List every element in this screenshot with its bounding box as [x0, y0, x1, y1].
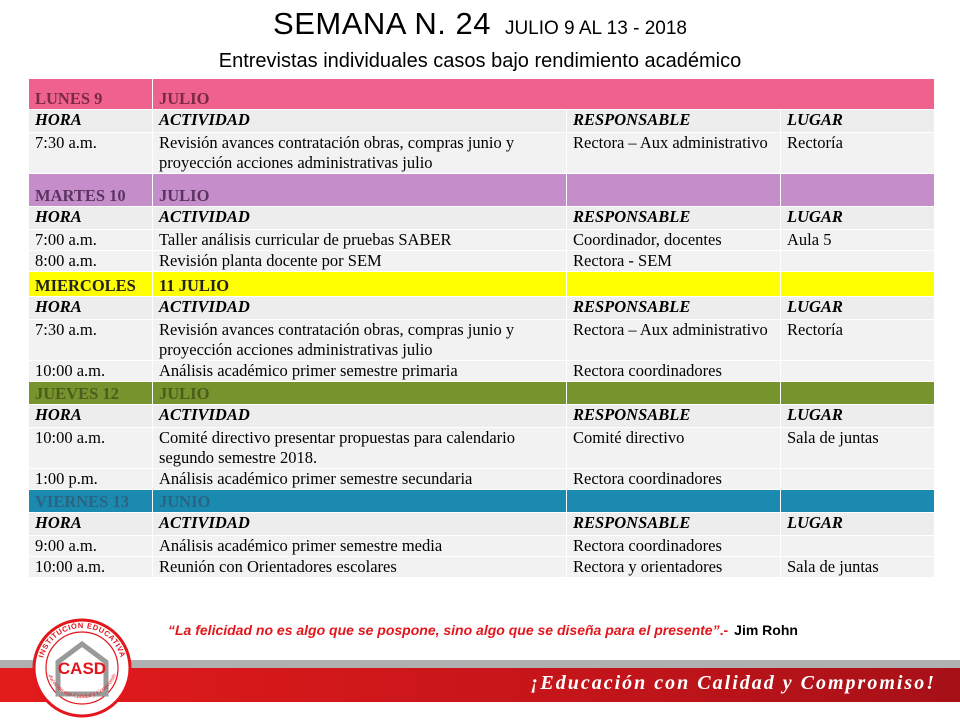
day-header-row	[29, 174, 935, 207]
cell-hora: 7:00 a.m.	[29, 230, 153, 251]
column-header-hora: HORA	[29, 207, 153, 230]
day-name: JUEVES 12	[29, 382, 153, 405]
day-header-empty-cell	[781, 272, 935, 297]
table-row	[29, 428, 935, 469]
day-header-empty-cell	[781, 382, 935, 405]
quote	[168, 622, 928, 638]
column-header-row	[29, 207, 935, 230]
day-name: VIERNES 13	[29, 490, 153, 513]
quote-text: “La felicidad no es algo que se pospone, sino algo que se diseña para el presente”	[168, 622, 720, 638]
day-month: JULIO	[153, 79, 935, 110]
logo-motto: ducación con Calidad y Compromis	[46, 673, 118, 701]
week-dates: JULIO 9 AL 13 - 2018	[504, 18, 687, 39]
cell-responsable: Rectora – Aux administrativo	[567, 320, 781, 361]
footer-gray-band	[0, 660, 960, 668]
cell-actividad: Análisis académico primer semestre secundaria	[153, 469, 567, 490]
column-header-row	[29, 513, 935, 536]
column-header-actividad: ACTIVIDAD	[153, 110, 567, 133]
column-header-responsable: RESPONSABLE	[567, 110, 781, 133]
cell-hora: 10:00 a.m.	[29, 557, 153, 578]
table-row	[29, 230, 935, 251]
column-header-actividad: ACTIVIDAD	[153, 513, 567, 536]
day-header-empty-cell	[781, 174, 935, 207]
cell-responsable: Rectora coordinadores	[567, 469, 781, 490]
cell-hora: 8:00 a.m.	[29, 251, 153, 272]
school-logo-icon	[28, 610, 136, 718]
cell-responsable: Rectora - SEM	[567, 251, 781, 272]
schedule-table	[28, 78, 935, 578]
cell-lugar: Sala de juntas	[781, 428, 935, 469]
day-month: 11 JULIO	[153, 272, 567, 297]
cell-lugar: Aula 5	[781, 230, 935, 251]
day-month: JULIO	[153, 382, 567, 405]
table-row	[29, 251, 935, 272]
day-header-empty-cell	[567, 272, 781, 297]
day-month: JUNIO	[153, 490, 567, 513]
cell-hora: 9:00 a.m.	[29, 536, 153, 557]
column-header-actividad: ACTIVIDAD	[153, 297, 567, 320]
cell-actividad: Revisión avances contratación obras, compras junio y proyección acciones administrativas julio	[153, 133, 567, 174]
column-header-responsable: RESPONSABLE	[567, 207, 781, 230]
column-header-responsable: RESPONSABLE	[567, 297, 781, 320]
column-header-row	[29, 110, 935, 133]
cell-hora: 1:00 p.m.	[29, 469, 153, 490]
table-row	[29, 320, 935, 361]
logo-letters: CASD	[57, 659, 107, 678]
table-row	[29, 469, 935, 490]
column-header-hora: HORA	[29, 405, 153, 428]
cell-lugar: Rectoría	[781, 320, 935, 361]
cell-responsable: Rectora – Aux administrativo	[567, 133, 781, 174]
column-header-lugar: LUGAR	[781, 110, 935, 133]
quote-author: Jim Rohn	[734, 622, 798, 638]
column-header-actividad: ACTIVIDAD	[153, 207, 567, 230]
column-header-lugar: LUGAR	[781, 297, 935, 320]
day-month: JULIO	[153, 174, 567, 207]
cell-actividad: Comité directivo presentar propuestas para calendario segundo semestre 2018.	[153, 428, 567, 469]
cell-actividad: Taller análisis curricular de pruebas SABER	[153, 230, 567, 251]
cell-responsable: Rectora coordinadores	[567, 361, 781, 382]
day-name: LUNES 9	[29, 79, 153, 110]
column-header-hora: HORA	[29, 513, 153, 536]
day-header-empty-cell	[781, 490, 935, 513]
day-header-row	[29, 382, 935, 405]
column-header-row	[29, 405, 935, 428]
week-title: SEMANA N. 24	[273, 6, 491, 41]
cell-hora: 7:30 a.m.	[29, 320, 153, 361]
day-header-row	[29, 272, 935, 297]
column-header-hora: HORA	[29, 297, 153, 320]
cell-lugar	[781, 361, 935, 382]
column-header-lugar: LUGAR	[781, 513, 935, 536]
column-header-actividad: ACTIVIDAD	[153, 405, 567, 428]
cell-responsable: Rectora coordinadores	[567, 536, 781, 557]
column-header-responsable: RESPONSABLE	[567, 405, 781, 428]
cell-actividad: Análisis académico primer semestre media	[153, 536, 567, 557]
cell-actividad: Análisis académico primer semestre primaria	[153, 361, 567, 382]
cell-actividad: Reunión con Orientadores escolares	[153, 557, 567, 578]
table-row	[29, 133, 935, 174]
table-row	[29, 361, 935, 382]
day-name: MIERCOLES	[29, 272, 153, 297]
column-header-lugar: LUGAR	[781, 207, 935, 230]
column-header-row	[29, 297, 935, 320]
day-header-row	[29, 490, 935, 513]
cell-lugar	[781, 536, 935, 557]
table-row	[29, 557, 935, 578]
cell-responsable: Comité directivo	[567, 428, 781, 469]
day-header-empty-cell	[567, 490, 781, 513]
cell-actividad: Revisión planta docente por SEM	[153, 251, 567, 272]
column-header-hora: HORA	[29, 110, 153, 133]
cell-lugar: Rectoría	[781, 133, 935, 174]
column-header-responsable: RESPONSABLE	[567, 513, 781, 536]
cell-lugar	[781, 251, 935, 272]
cell-actividad: Revisión avances contratación obras, compras junio y proyección acciones administrativas julio	[153, 320, 567, 361]
quote-separator: .-	[719, 622, 729, 638]
page-title	[0, 6, 960, 42]
logo-arc-text: INSTITUCIÓN EDUCATIVA	[36, 620, 128, 659]
day-header-row	[29, 79, 935, 110]
footer-bottom-strip	[0, 702, 960, 720]
cell-responsable: Coordinador, docentes	[567, 230, 781, 251]
cell-hora: 7:30 a.m.	[29, 133, 153, 174]
table-row	[29, 536, 935, 557]
column-header-lugar: LUGAR	[781, 405, 935, 428]
day-header-empty-cell	[567, 382, 781, 405]
cell-hora: 10:00 a.m.	[29, 361, 153, 382]
footer-slogan: ¡Educación con Calidad y Compromiso!	[530, 672, 936, 694]
cell-hora: 10:00 a.m.	[29, 428, 153, 469]
day-name: MARTES 10	[29, 174, 153, 207]
cell-responsable: Rectora y orientadores	[567, 557, 781, 578]
day-header-empty-cell	[567, 174, 781, 207]
page-subtitle: Entrevistas individuales casos bajo rendimiento académico	[218, 50, 742, 72]
cell-lugar	[781, 469, 935, 490]
cell-lugar: Sala de juntas	[781, 557, 935, 578]
